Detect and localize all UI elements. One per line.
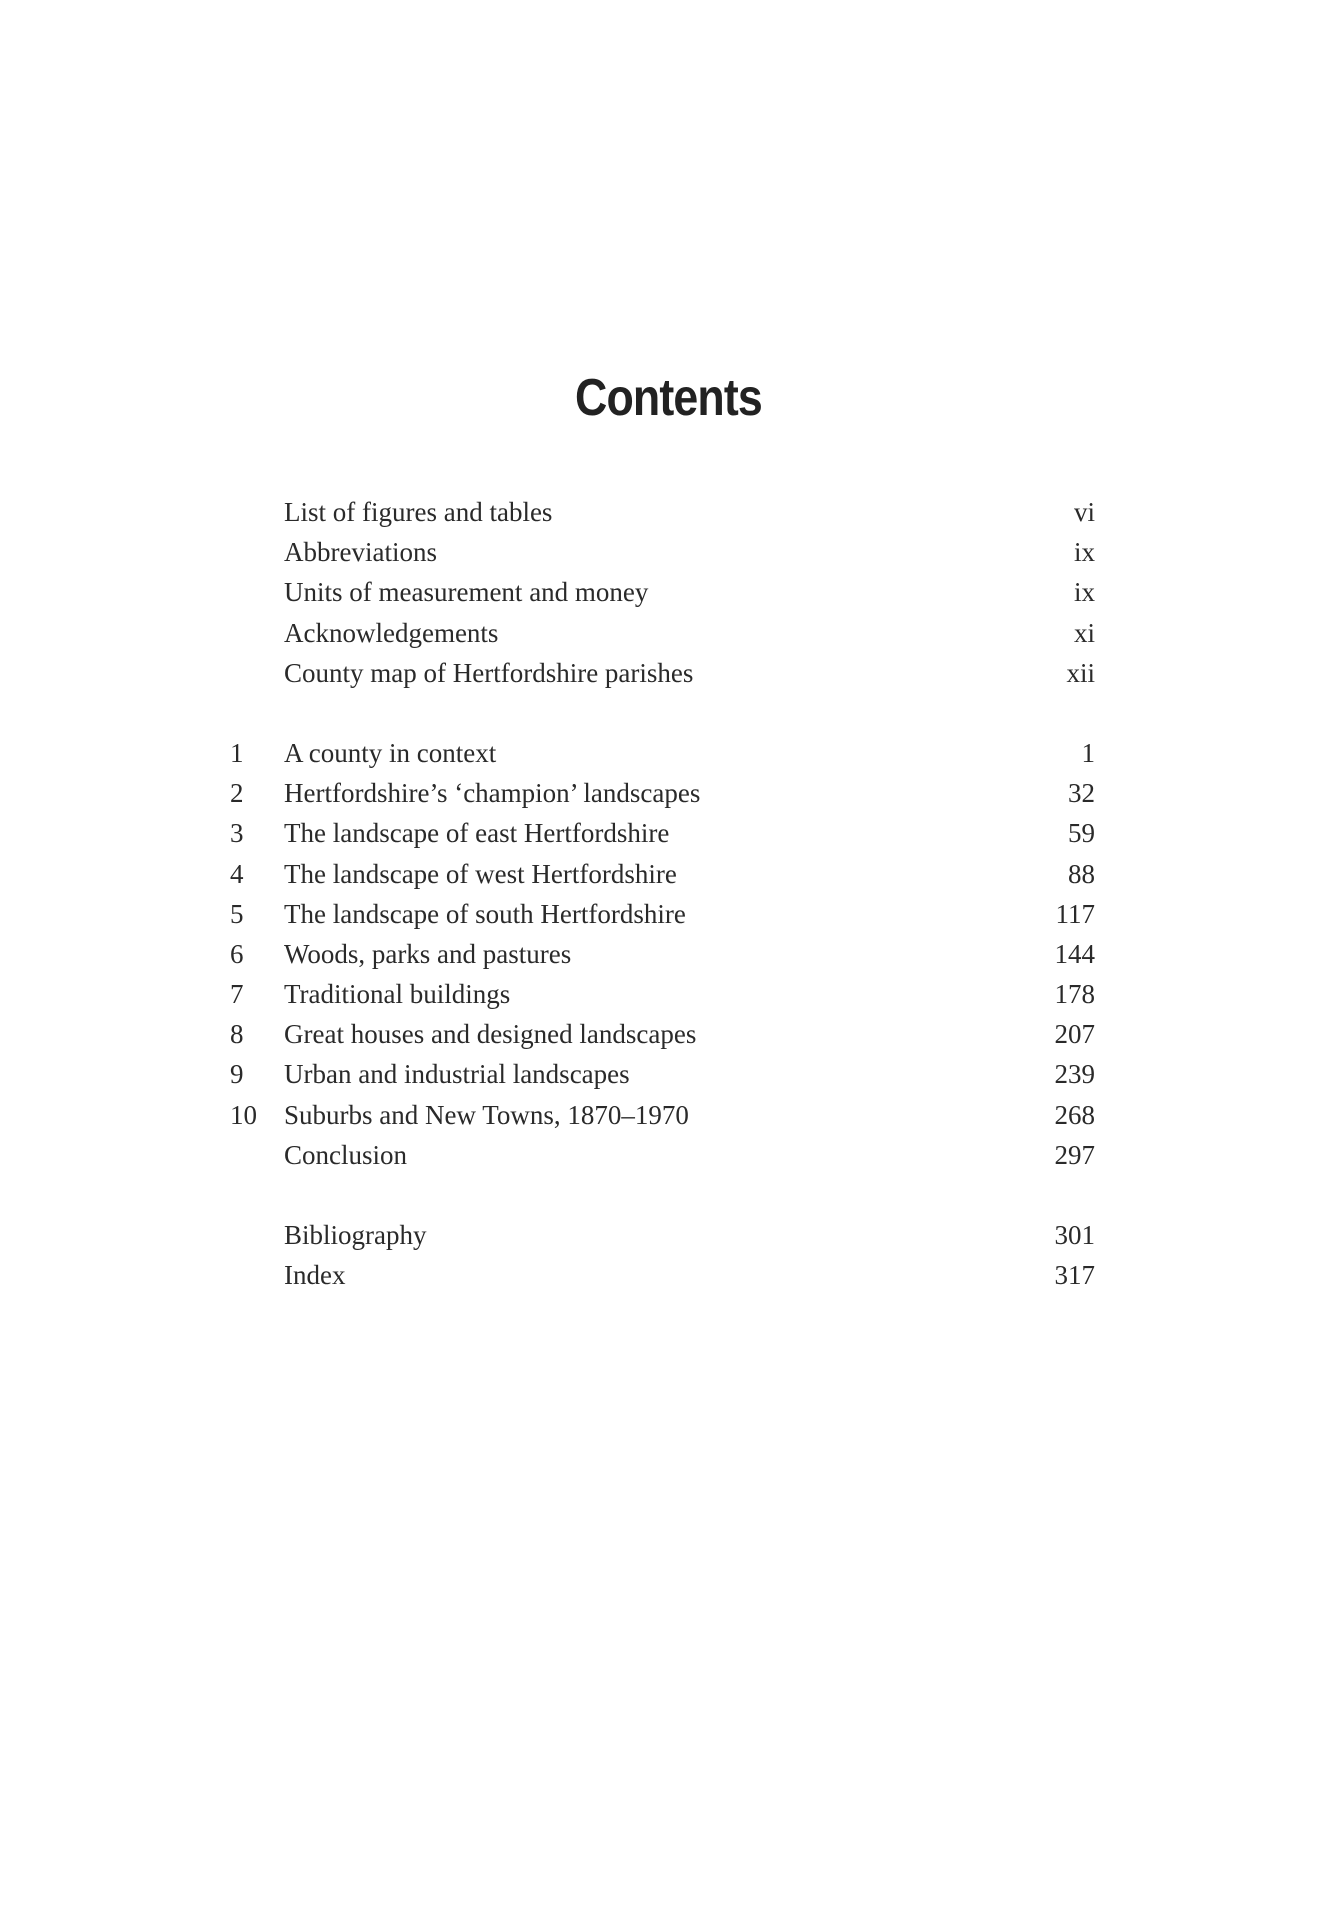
- toc-chapter-8[interactable]: [230, 1014, 1095, 1054]
- toc-entry-list-of-figures[interactable]: [230, 492, 1095, 532]
- chapter-title: Hertfordshire’s ‘champion’ landscapes: [284, 778, 701, 809]
- toc-entry-index[interactable]: [230, 1255, 1095, 1295]
- chapter-page: 1: [1081, 737, 1095, 768]
- chapter-title: Woods, parks and pastures: [284, 938, 572, 969]
- chapter-page: 178: [1054, 979, 1095, 1010]
- chapter-title: Suburbs and New Towns, 1870–1970: [284, 1099, 689, 1130]
- chapter-title: A county in context: [284, 737, 497, 768]
- chapter-number: 1: [230, 737, 244, 768]
- toc-entry-label: Abbreviations: [284, 537, 437, 568]
- chapter-number: 6: [230, 938, 244, 969]
- toc-entry-units[interactable]: [230, 572, 1095, 612]
- page-title: Contents: [575, 369, 762, 427]
- toc-entry-page: 301: [1054, 1220, 1095, 1250]
- front-matter-list: [230, 492, 1095, 693]
- toc-conclusion[interactable]: [230, 1135, 1095, 1175]
- toc-chapter-9[interactable]: [230, 1054, 1095, 1094]
- toc-chapter-4[interactable]: [230, 854, 1095, 894]
- chapter-title: Urban and industrial landscapes: [284, 1059, 630, 1090]
- chapters-list: [230, 733, 1095, 1175]
- chapter-number: 5: [230, 898, 244, 929]
- table-of-contents: [230, 492, 1095, 1295]
- toc-entry-label: Units of measurement and money: [284, 577, 649, 608]
- toc-entry-label: Index: [284, 1260, 346, 1291]
- toc-chapter-5[interactable]: [230, 894, 1095, 934]
- chapter-number: 10: [230, 1099, 257, 1130]
- chapter-title: The landscape of west Hertfordshire: [284, 858, 677, 889]
- chapter-page: 239: [1054, 1059, 1095, 1090]
- toc-entry-label: Acknowledgements: [284, 617, 499, 648]
- chapter-number: 8: [230, 1019, 244, 1050]
- chapter-title: The landscape of east Hertfordshire: [284, 818, 670, 849]
- toc-entry-page: vi: [1073, 497, 1095, 527]
- chapter-page: 59: [1068, 818, 1095, 849]
- chapter-page: 268: [1054, 1099, 1095, 1130]
- toc-entry-bibliography[interactable]: [230, 1215, 1095, 1255]
- chapter-title: Conclusion: [284, 1139, 408, 1170]
- toc-entry-county-map[interactable]: [230, 653, 1095, 693]
- toc-chapter-2[interactable]: [230, 773, 1095, 813]
- chapter-title: Traditional buildings: [284, 979, 511, 1010]
- chapter-title: The landscape of south Hertfordshire: [284, 898, 686, 929]
- toc-chapter-3[interactable]: [230, 813, 1095, 853]
- toc-entry-label: County map of Hertfordshire parishes: [284, 657, 694, 688]
- chapter-number: 7: [230, 979, 244, 1010]
- toc-entry-page: xii: [1066, 657, 1095, 688]
- chapter-page: 117: [1055, 898, 1095, 929]
- toc-chapter-10[interactable]: [230, 1095, 1095, 1135]
- toc-chapter-7[interactable]: [230, 974, 1095, 1014]
- toc-entry-label: List of figures and tables: [284, 497, 553, 527]
- toc-entry-page: ix: [1073, 537, 1095, 568]
- chapter-number: 2: [230, 778, 244, 809]
- back-matter-list: [230, 1215, 1095, 1295]
- chapter-number: 4: [230, 858, 244, 889]
- chapter-page: 297: [1054, 1139, 1095, 1170]
- toc-entry-acknowledgements[interactable]: [230, 613, 1095, 653]
- chapter-number: 3: [230, 818, 244, 849]
- chapter-page: 207: [1054, 1019, 1095, 1050]
- toc-entry-page: ix: [1073, 577, 1095, 608]
- chapter-page: 144: [1054, 938, 1095, 969]
- chapter-page: 32: [1068, 778, 1095, 809]
- chapter-number: 9: [230, 1059, 244, 1090]
- toc-entry-page: xi: [1073, 617, 1095, 648]
- toc-entry-label: Bibliography: [284, 1220, 427, 1250]
- toc-chapter-6[interactable]: [230, 934, 1095, 974]
- toc-chapter-1[interactable]: [230, 733, 1095, 773]
- toc-entry-abbreviations[interactable]: [230, 532, 1095, 572]
- toc-entry-page: 317: [1054, 1260, 1095, 1291]
- chapter-page: 88: [1068, 858, 1095, 889]
- chapter-title: Great houses and designed landscapes: [284, 1019, 697, 1050]
